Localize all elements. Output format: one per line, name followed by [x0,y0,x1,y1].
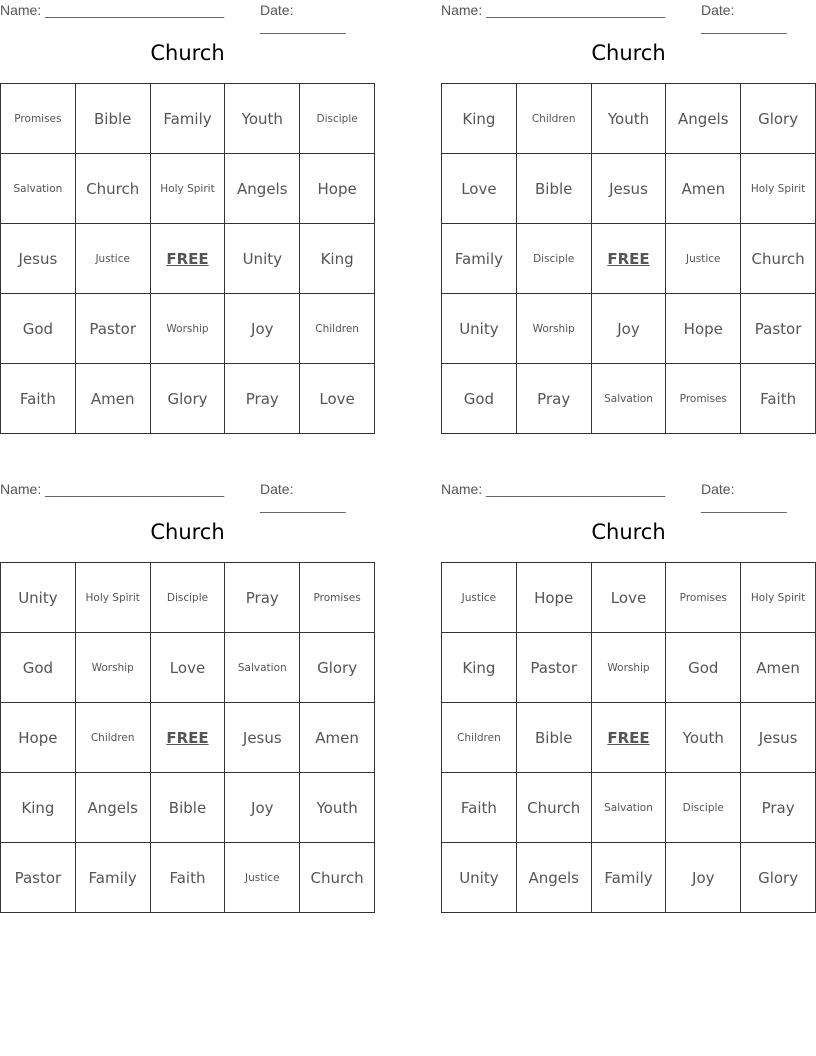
bingo-cell: Pastor [517,633,592,703]
bingo-cell: Salvation [592,364,667,434]
bingo-cell: Amen [666,154,741,224]
bingo-cell: Worship [517,294,592,364]
bingo-cell: Worship [151,294,226,364]
bingo-cell: Pray [517,364,592,434]
bingo-cell: King [442,84,517,154]
bingo-cell: Faith [741,364,816,434]
bingo-cell: Church [741,224,816,294]
free-space-cell: FREE [592,224,667,294]
bingo-cell: Promises [1,84,76,154]
bingo-cell: Pastor [1,843,76,913]
bingo-cell: Family [151,84,226,154]
bingo-cell: Youth [300,773,375,843]
bingo-cell: Disciple [666,773,741,843]
bingo-cell: Angels [517,843,592,913]
bingo-cell: Pastor [741,294,816,364]
bingo-cell: Hope [1,703,76,773]
bingo-cell: King [1,773,76,843]
bingo-cell: Worship [592,633,667,703]
bingo-cell: Bible [517,703,592,773]
bingo-cell: Bible [517,154,592,224]
bingo-cell: Youth [666,703,741,773]
bingo-cell: Jesus [1,224,76,294]
bingo-cell: Salvation [225,633,300,703]
bingo-cell: Holy Spirit [76,563,151,633]
bingo-card-2 [441,0,816,408]
bingo-cell: Youth [225,84,300,154]
bingo-cell: Children [300,294,375,364]
name-field-label: Name: _______________________ [0,2,225,18]
bingo-cell: Unity [225,224,300,294]
card-title: Church [150,41,225,65]
bingo-cell: Glory [151,364,226,434]
bingo-cell: Promises [300,563,375,633]
bingo-cell: Promises [666,364,741,434]
bingo-cell: Salvation [1,154,76,224]
bingo-cell: Love [442,154,517,224]
bingo-cell: Disciple [151,563,226,633]
bingo-cell: Amen [741,633,816,703]
bingo-cell: Hope [300,154,375,224]
bingo-cell: Faith [1,364,76,434]
bingo-cell: Salvation [592,773,667,843]
bingo-cell: Jesus [225,703,300,773]
bingo-cell: Joy [225,773,300,843]
date-field-label: Date: ___________ [260,2,346,34]
bingo-cell: Children [76,703,151,773]
bingo-cell: God [1,633,76,703]
bingo-cell: Unity [442,843,517,913]
bingo-cell: Love [300,364,375,434]
free-space-cell: FREE [151,703,226,773]
name-field-label: Name: _______________________ [0,481,225,497]
card-header [441,479,816,513]
bingo-cell: Children [517,84,592,154]
bingo-cell: Justice [666,224,741,294]
bingo-cell: Jesus [592,154,667,224]
date-field-label: Date: ___________ [701,481,787,513]
bingo-cell: Glory [741,84,816,154]
bingo-cell: Amen [300,703,375,773]
bingo-cell: Bible [76,84,151,154]
bingo-cell: Church [76,154,151,224]
bingo-grid [441,83,816,434]
bingo-cell: God [1,294,76,364]
bingo-cell: Hope [666,294,741,364]
bingo-cell: King [442,633,517,703]
bingo-cell: Pray [225,563,300,633]
bingo-cell: Holy Spirit [151,154,226,224]
bingo-cell: Faith [442,773,517,843]
bingo-card-3 [0,479,375,887]
bingo-cell: Holy Spirit [741,154,816,224]
free-space-cell: FREE [592,703,667,773]
bingo-cell: Justice [76,224,151,294]
bingo-cell: Hope [517,563,592,633]
bingo-cell: Youth [592,84,667,154]
card-header [0,479,375,513]
bingo-cell: Family [442,224,517,294]
bingo-cell: King [300,224,375,294]
bingo-cell: Disciple [300,84,375,154]
bingo-cell: Amen [76,364,151,434]
bingo-grid [441,562,816,913]
bingo-cell: God [442,364,517,434]
bingo-cell: Angels [666,84,741,154]
bingo-grid [0,83,375,434]
bingo-cell: Promises [666,563,741,633]
bingo-cell: Pray [225,364,300,434]
bingo-cell: Pray [741,773,816,843]
bingo-cell: Joy [592,294,667,364]
bingo-cell: Love [592,563,667,633]
bingo-cell: Joy [666,843,741,913]
bingo-cell: Glory [741,843,816,913]
card-header [441,0,816,34]
bingo-cell: Love [151,633,226,703]
bingo-cell: Jesus [741,703,816,773]
bingo-cell: Church [517,773,592,843]
bingo-cell: Angels [76,773,151,843]
bingo-cell: Justice [225,843,300,913]
card-title: Church [591,41,666,65]
bingo-cell: Holy Spirit [741,563,816,633]
bingo-card-4 [441,479,816,887]
bingo-cell: Pastor [76,294,151,364]
bingo-cell: Faith [151,843,226,913]
card-title: Church [591,520,666,544]
bingo-cell: Worship [76,633,151,703]
bingo-cell: Joy [225,294,300,364]
bingo-cell: God [666,633,741,703]
bingo-cell: Unity [1,563,76,633]
card-header [0,0,375,34]
bingo-cell: Disciple [517,224,592,294]
date-field-label: Date: ___________ [260,481,346,513]
date-field-label: Date: ___________ [701,2,787,34]
bingo-grid [0,562,375,913]
bingo-card-1 [0,0,375,408]
bingo-cell: Children [442,703,517,773]
bingo-cell: Justice [442,563,517,633]
bingo-cell: Church [300,843,375,913]
bingo-cell: Angels [225,154,300,224]
bingo-cell: Family [76,843,151,913]
bingo-cell: Bible [151,773,226,843]
bingo-cell: Unity [442,294,517,364]
card-title: Church [150,520,225,544]
free-space-cell: FREE [151,224,226,294]
bingo-cell: Glory [300,633,375,703]
name-field-label: Name: _______________________ [441,481,666,497]
name-field-label: Name: _______________________ [441,2,666,18]
bingo-cell: Family [592,843,667,913]
